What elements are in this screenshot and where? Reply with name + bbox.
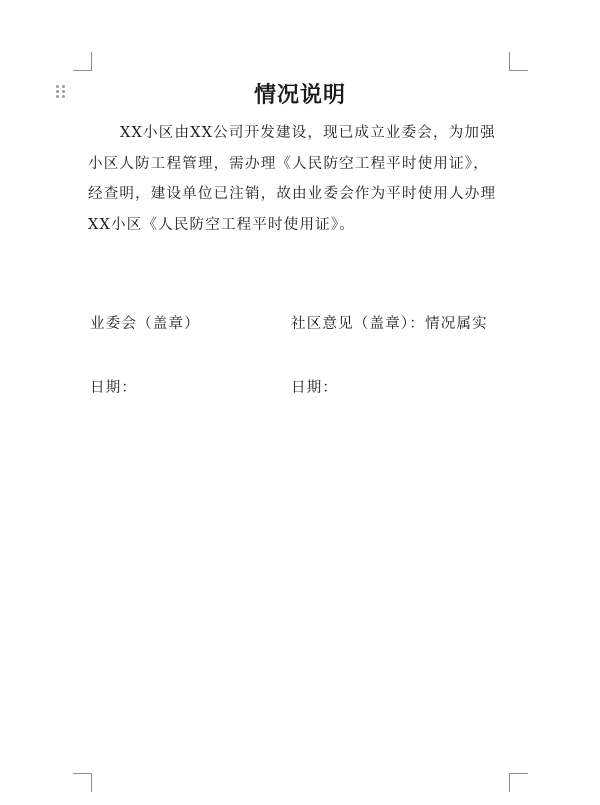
committee-date-label[interactable]: 日期： <box>90 380 138 396</box>
document-title[interactable]: 情况说明 <box>253 82 346 108</box>
body-paragraph[interactable] <box>88 118 518 240</box>
crop-mark-bottom-right <box>509 773 528 792</box>
crop-mark-top-right <box>509 52 528 71</box>
paragraph-line-1: XX小区由XX公司开发建设，现已成立业委会，为加强 <box>120 125 496 141</box>
crop-mark-bottom-left <box>73 773 92 792</box>
paragraph-line-2: 小区人防工程管理，需办理《人民防空工程平时使用证》， <box>88 155 489 172</box>
paragraph-line-3: 经查明，建设单位已注销，故由业委会作为平时使用人办理 <box>88 186 497 202</box>
community-opinion-label[interactable]: 社区意见（盖章）：情况属实 <box>291 316 488 332</box>
crop-mark-top-left <box>73 52 92 71</box>
paragraph-line-4: XX小区《人民防空工程平时使用证》。 <box>88 216 355 233</box>
committee-seal-label[interactable]: 业委会（盖章） <box>90 316 200 332</box>
community-date-label[interactable]: 日期： <box>291 380 339 396</box>
